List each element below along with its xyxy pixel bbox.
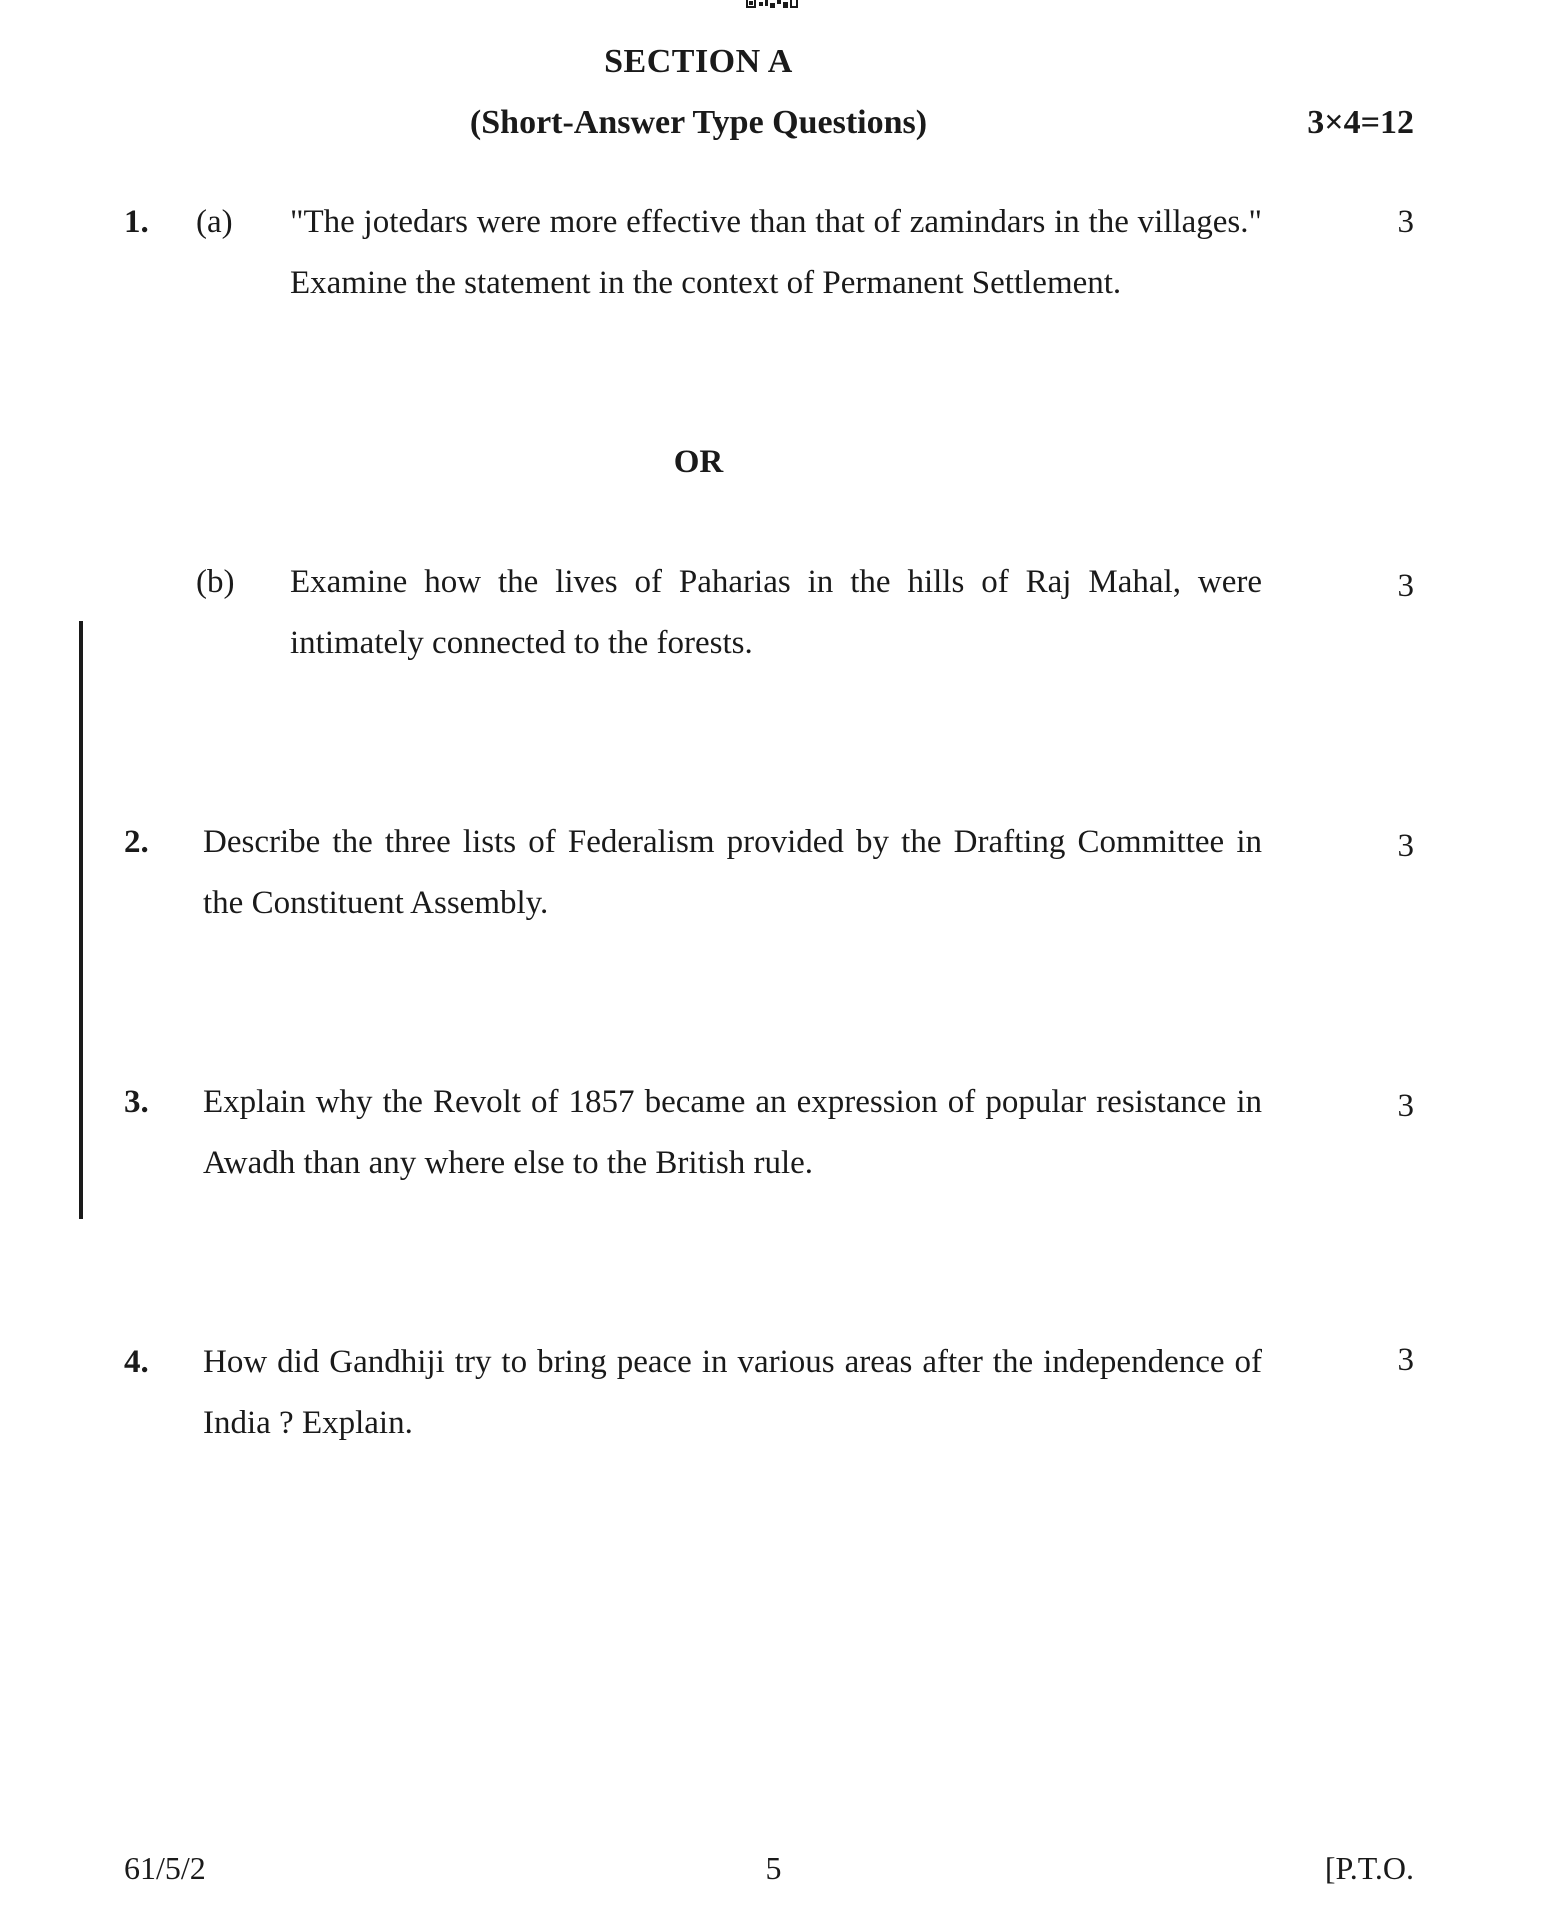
qr-code-fragment	[746, 0, 798, 10]
margin-revision-bar	[79, 621, 83, 1219]
question-1b-label: (b)	[196, 564, 235, 600]
or-label: OR	[673, 444, 724, 480]
question-1a-marks: 3	[1397, 204, 1414, 240]
question-1b-marks: 3	[1397, 568, 1414, 604]
question-4-marks: 3	[1397, 1342, 1414, 1378]
pto-label: [P.T.O.	[1324, 1850, 1414, 1886]
section-marks: 3×4=12	[1307, 104, 1414, 141]
paper-code: 61/5/2	[124, 1850, 206, 1886]
question-4-number: 4.	[124, 1344, 149, 1380]
question-2-marks: 3	[1397, 828, 1414, 864]
section-title: SECTION A	[604, 43, 793, 80]
section-subtitle: (Short-Answer Type Questions)	[469, 104, 928, 141]
question-2-text: Describe the three lists of Federalism provided by the Drafting Committee in the Constituent Assembly.	[203, 824, 1262, 921]
question-1-number: 1.	[124, 204, 149, 240]
question-1b-text: Examine how the lives of Paharias in the hills of Raj Mahal, were intimately connected to the forests.	[290, 564, 1262, 661]
question-1a-text: "The jotedars were more effective than that of zamindars in the villages." Examine the statement in the context of Permanent Settlement.	[290, 204, 1262, 301]
question-1a-label: (a)	[196, 204, 233, 240]
question-3-marks: 3	[1397, 1088, 1414, 1124]
question-4-text: How did Gandhiji try to bring peace in various areas after the independence of India ? Explain.	[203, 1344, 1262, 1441]
page-number: 5	[765, 1850, 782, 1886]
question-3-text: Explain why the Revolt of 1857 became an expression of popular resistance in Awadh than any where else to the British rule.	[203, 1084, 1262, 1181]
question-3-number: 3.	[124, 1084, 149, 1120]
question-2-number: 2.	[124, 824, 149, 860]
